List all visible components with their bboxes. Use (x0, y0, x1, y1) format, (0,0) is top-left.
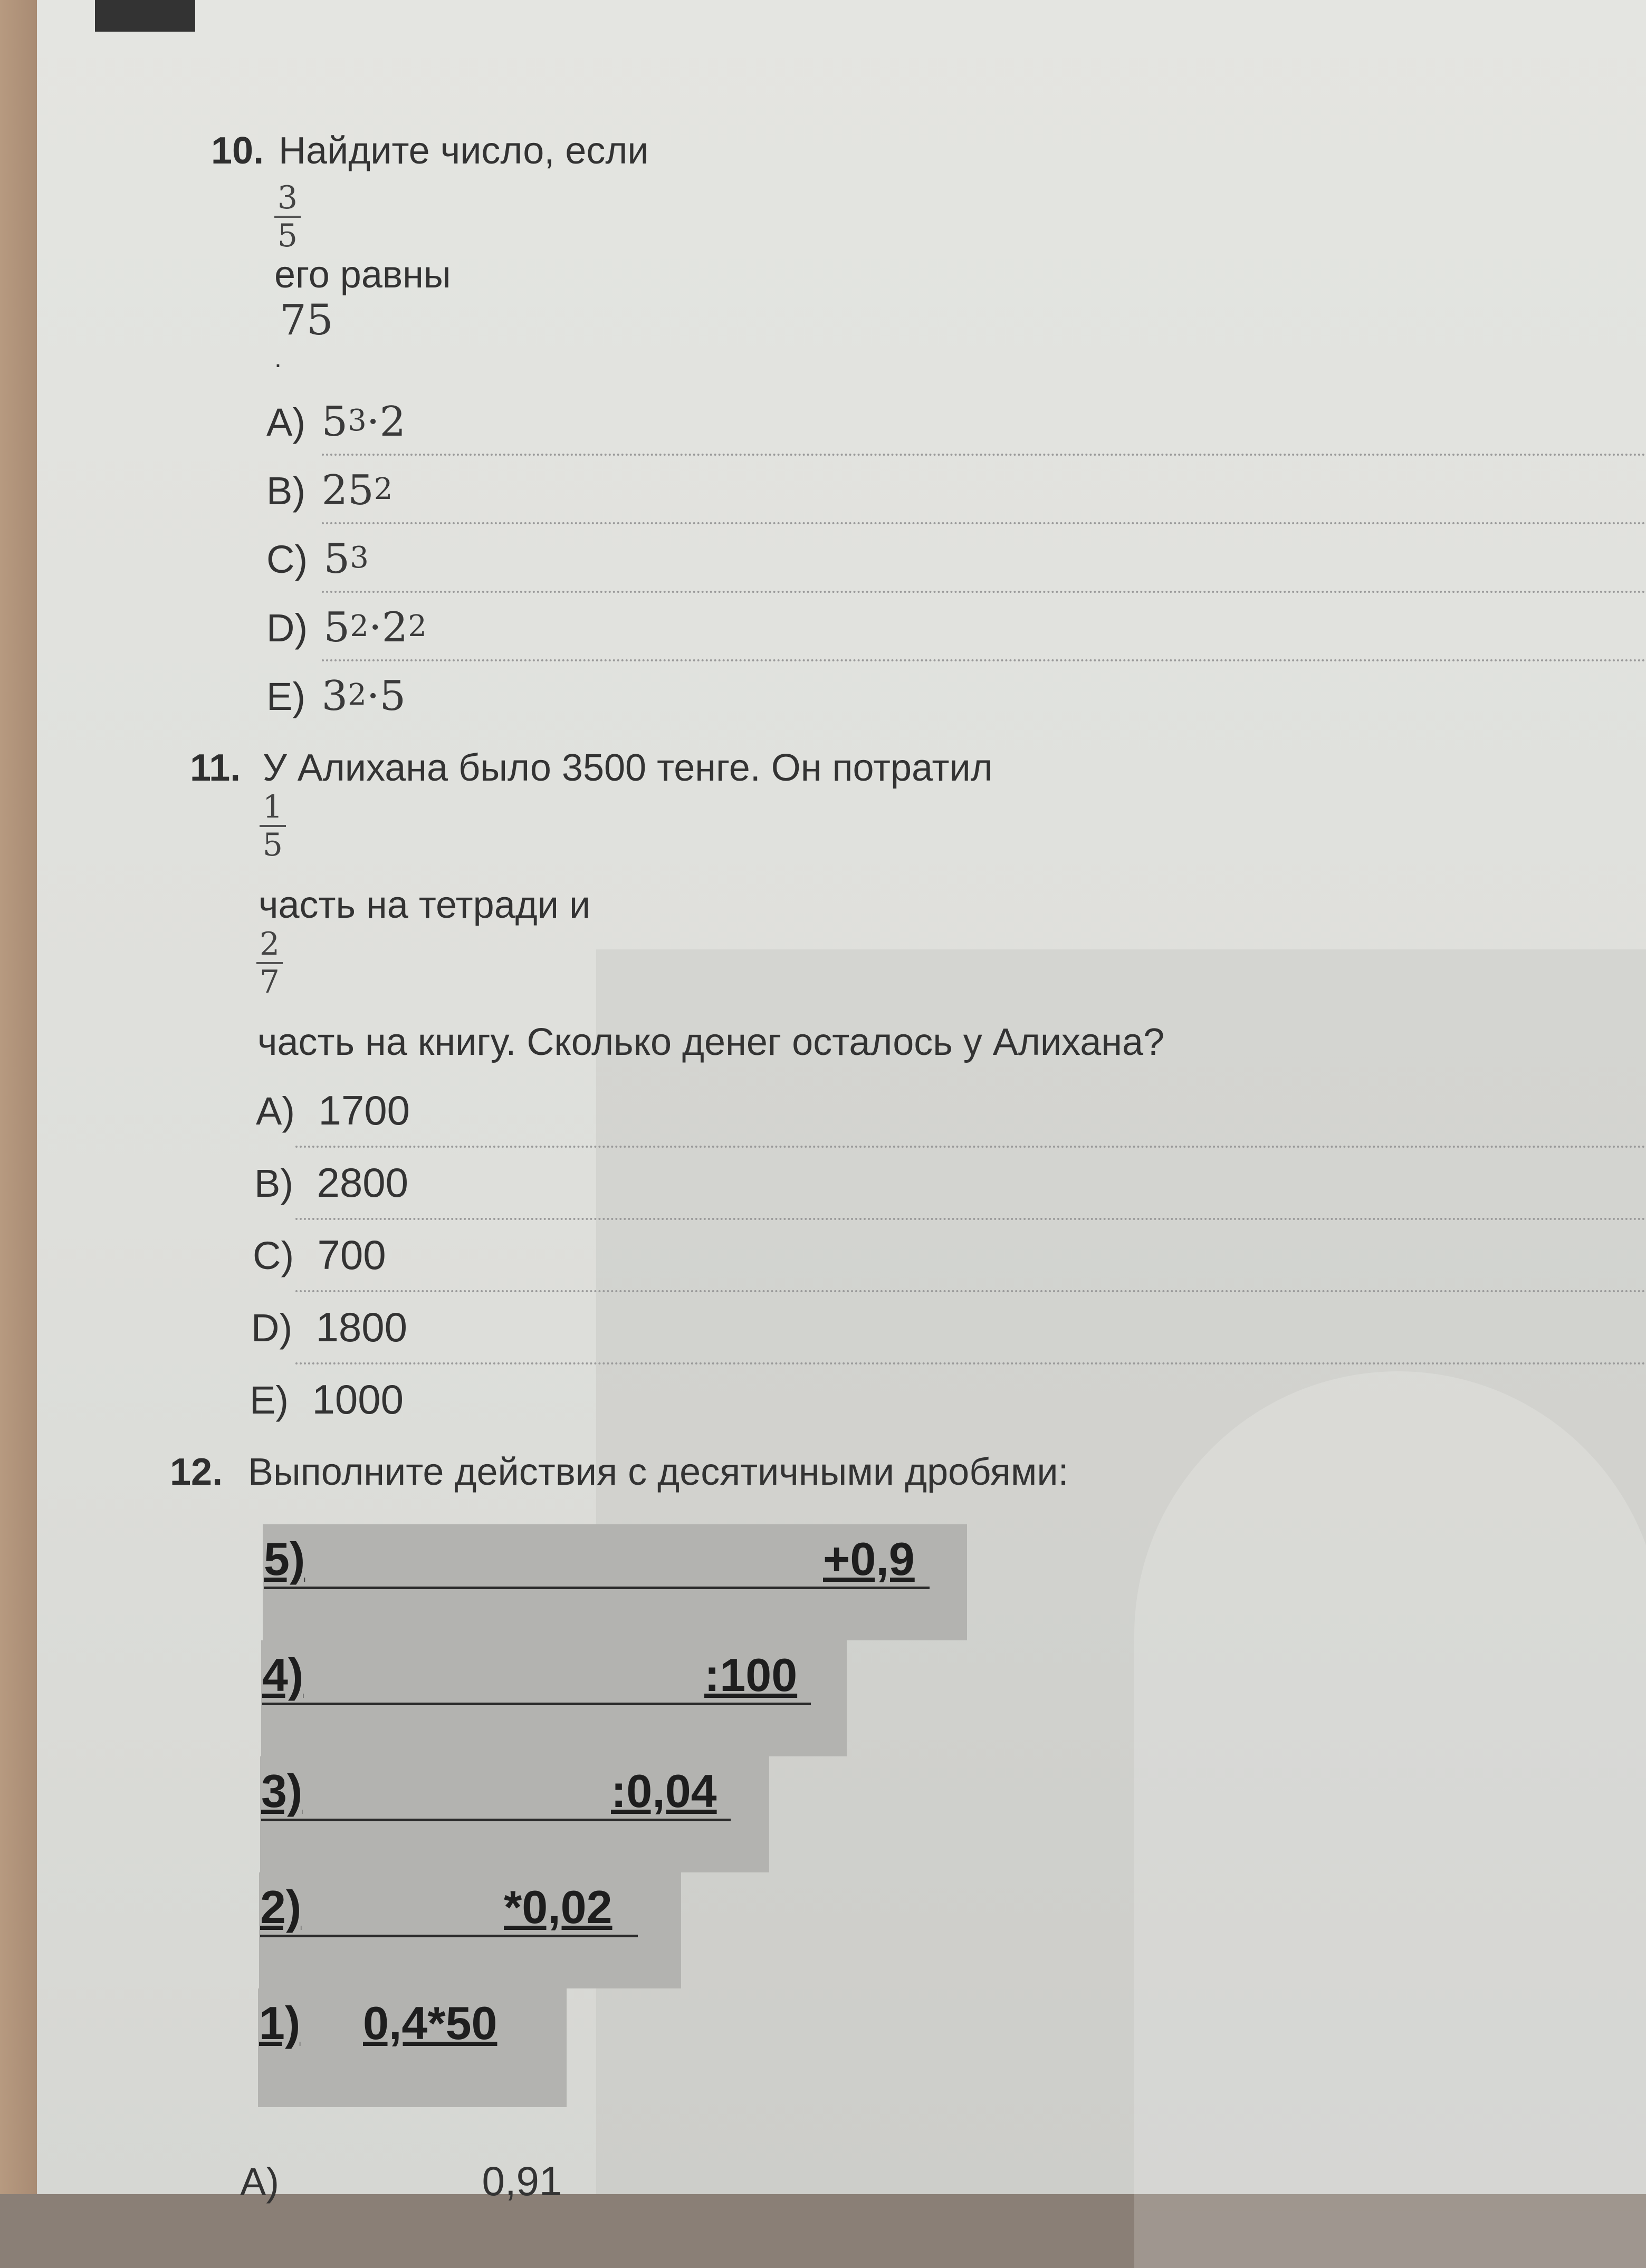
option-a-partial[interactable]: A) 0,91 (240, 2158, 562, 2204)
option-e[interactable]: E) $3^2\cdot 5$ (266, 672, 406, 720)
dotted-separator (322, 659, 1646, 661)
option-d[interactable]: D) 1800 (251, 1304, 408, 1350)
stair-step-2 (259, 1872, 681, 1988)
option-b[interactable]: B) $25^2$ (266, 467, 393, 514)
dotted-separator (322, 522, 1646, 524)
dotted-separator (322, 591, 1646, 593)
option-a[interactable]: A) 1700 (256, 1087, 410, 1133)
fraction-numerator: 1 (262, 789, 283, 825)
step-operation: *0,02 (504, 1881, 613, 1933)
question-text-continued: его равны (274, 254, 451, 296)
step-label: 3) (261, 1765, 303, 1817)
fraction-numerator: 2 (259, 926, 280, 963)
fraction-denominator: 5 (277, 217, 298, 254)
given-value: 75 (280, 295, 333, 344)
dotted-separator (295, 1218, 1646, 1220)
fraction (256, 926, 283, 1001)
step-label: 4) (262, 1649, 304, 1701)
page-light-reflection (1134, 1371, 1646, 2268)
question-text: Найдите число, если (279, 130, 649, 172)
question-number: 11. (190, 747, 241, 789)
option-c[interactable]: C) 700 (253, 1232, 386, 1278)
fraction-denominator: 5 (262, 827, 283, 863)
step-operation: :0,04 (611, 1765, 717, 1817)
option-b[interactable]: B) 2800 (254, 1159, 408, 1206)
step-operation: +0,9 (823, 1533, 915, 1585)
step-underline (260, 1935, 638, 1937)
dotted-separator (322, 454, 1646, 456)
step-label: 5) (264, 1533, 305, 1585)
fraction (274, 179, 301, 254)
dotted-separator (295, 1290, 1646, 1292)
dotted-separator (295, 1362, 1646, 1364)
step-underline (261, 1819, 731, 1821)
question-text: У Алихана было 3500 тенге. Он потратил (263, 747, 993, 789)
question-text-continued: часть на тетради и (259, 884, 591, 926)
trailing-period: . (274, 343, 282, 373)
option-a[interactable]: A) $5^3\cdot 2$ (266, 398, 406, 446)
fraction (260, 791, 286, 861)
option-d[interactable]: D) $5^2\cdot 2^2$ (266, 604, 427, 651)
step-underline (264, 1587, 930, 1589)
dotted-separator (295, 1146, 1646, 1148)
question-number: 10. (211, 130, 264, 172)
step-label: 1) (259, 1997, 301, 2049)
step-operation: 0,4*50 (363, 1997, 497, 2049)
step-underline (262, 1703, 811, 1705)
step-label: 2) (260, 1881, 302, 1933)
fraction-numerator: 3 (277, 179, 298, 216)
step-operation: :100 (704, 1649, 798, 1701)
fraction-denominator: 7 (259, 964, 280, 1001)
question-text: Выполните действия с десятичными дробями: (248, 1451, 1069, 1493)
question-number: 12. (170, 1451, 223, 1493)
option-e[interactable]: E) 1000 (250, 1376, 404, 1423)
question-text-continued: часть на книгу. Сколько денег осталось у Алихана? (257, 1021, 1165, 1063)
option-c[interactable]: C) $5^3$ (266, 535, 369, 583)
page-corner-tab (95, 0, 195, 32)
